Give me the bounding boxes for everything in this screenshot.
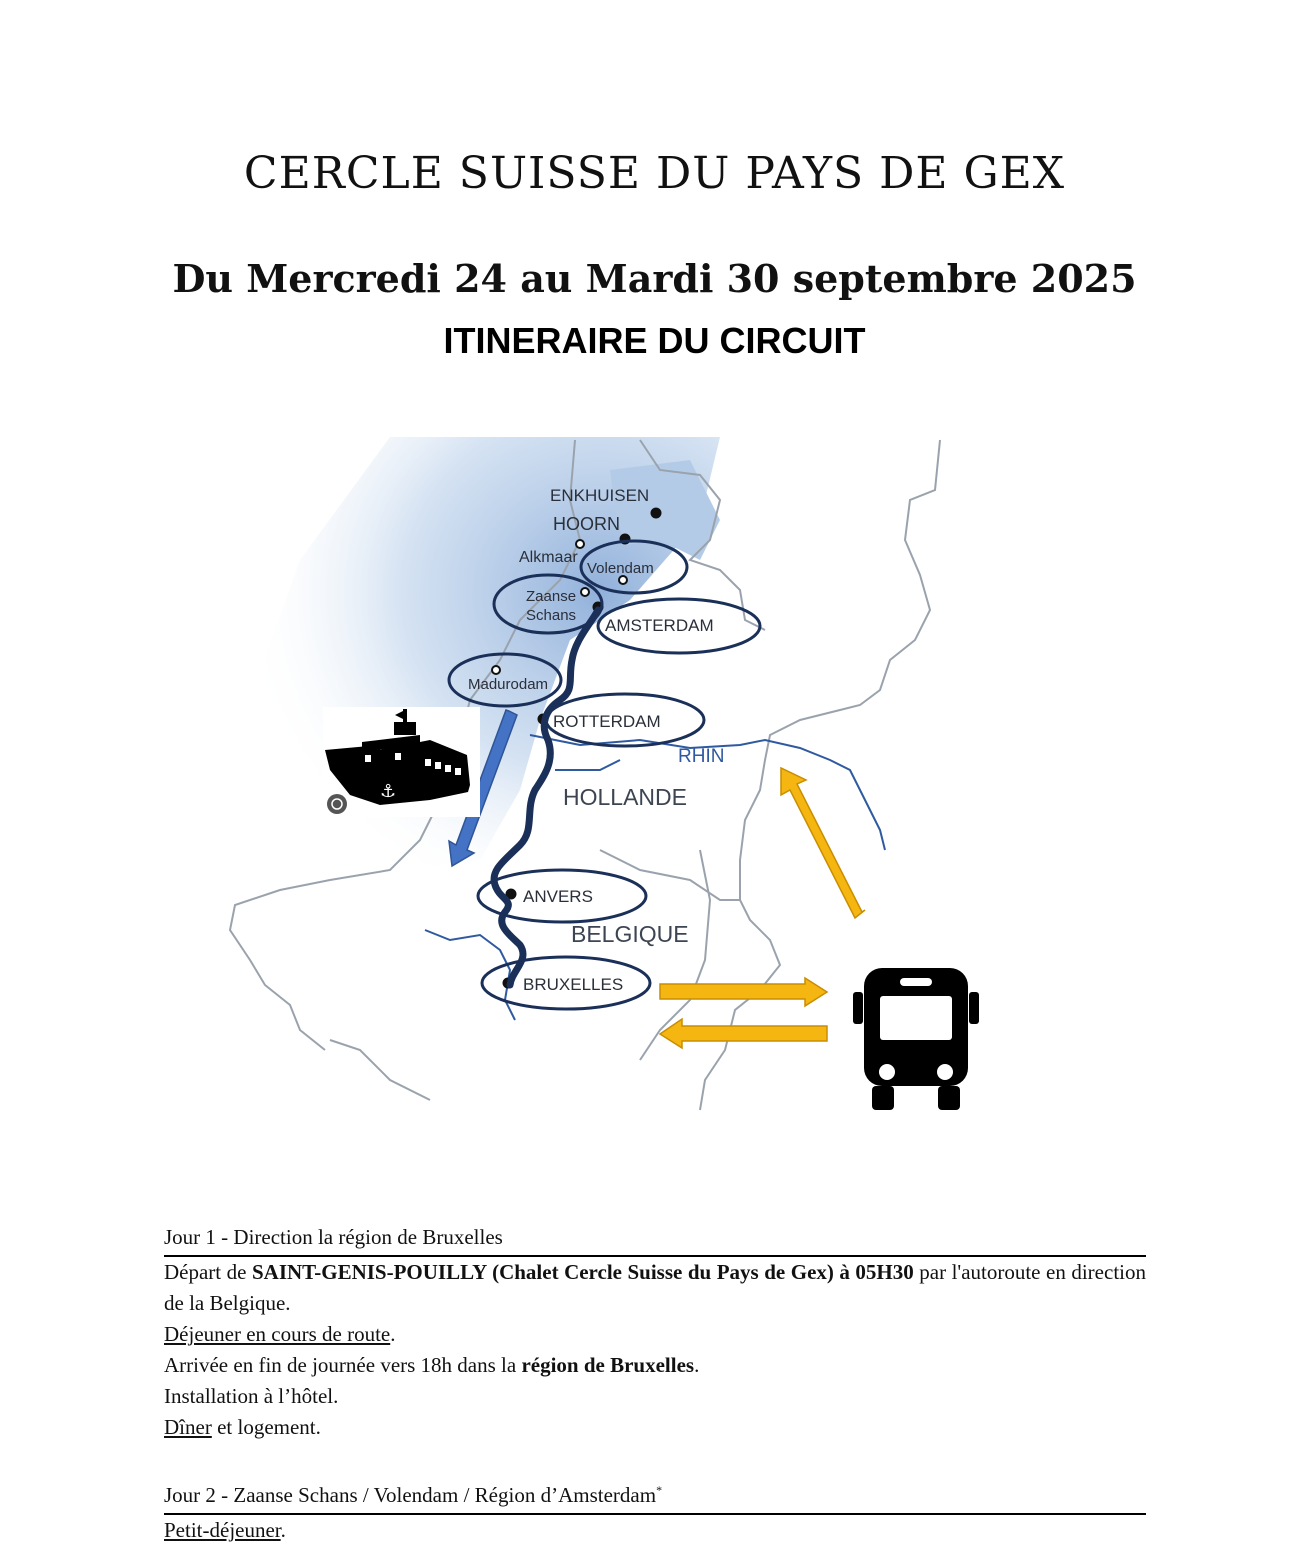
organization-title: CERCLE SUISSE DU PAYS DE GEX [243, 148, 1066, 199]
day2-heading-text: Jour 2 - Zaanse Schans / Volendam / Région d’Amsterdam [164, 1483, 657, 1507]
anchor-icon: ⚓ [380, 781, 397, 802]
bus-arrows [660, 768, 865, 1048]
label-hollande: HOLLANDE [563, 784, 687, 810]
day1-line1-a: Départ de [164, 1260, 252, 1284]
label-belgique: BELGIQUE [571, 921, 689, 947]
arrow-right [660, 978, 827, 1006]
arrow-left [660, 1019, 827, 1048]
arrow-up-right [781, 768, 865, 918]
label-zaanse: Zaanse [526, 588, 577, 605]
day2-line1 [164, 1515, 1146, 1546]
label-schans: Schans [526, 607, 577, 624]
day1-region: région de Bruxelles [521, 1353, 695, 1377]
day1-line1-c: par l'autoroute en direction de la Belgique. [164, 1260, 1146, 1315]
day2-breakfast: Petit-déjeuner [164, 1518, 281, 1542]
day1-line2 [164, 1319, 1146, 1350]
label-anvers: ANVERS [523, 887, 593, 906]
day1-line3 [164, 1350, 1146, 1381]
ship-icon [323, 707, 480, 817]
label-volendam: Volendam [587, 560, 654, 577]
bus-icon [853, 968, 979, 1110]
city-dot-alkmaar [576, 540, 584, 548]
day1-section [164, 1222, 1146, 1443]
day1-dinner: Dîner [164, 1415, 212, 1439]
city-dot-volendam [619, 576, 627, 584]
label-alkmaar: Alkmaar [519, 549, 578, 566]
label-hoorn: HOORN [553, 514, 620, 534]
city-dot-madurodam [492, 666, 500, 674]
label-madurodam: Madurodam [468, 676, 549, 693]
day1-line1 [164, 1257, 1146, 1319]
dates-title: Du Mercredi 24 au Mardi 30 septembre 2025 [172, 256, 1137, 301]
label-rhin: RHIN [678, 746, 725, 767]
day2-section [164, 1480, 1146, 1546]
label-enkhuisen: ENKHUISEN [550, 486, 650, 505]
label-rotterdam: ROTTERDAM [553, 712, 661, 731]
label-bruxelles: BRUXELLES [523, 975, 624, 994]
day2-heading [164, 1480, 1146, 1515]
day2-heading-mark: * [656, 1483, 663, 1497]
day2-line1-end: . [280, 1518, 286, 1542]
day1-heading: Jour 1 - Direction la région de Bruxelles [164, 1222, 1146, 1257]
itinerary-title: ITINERAIRE DU CIRCUIT [443, 320, 866, 361]
day1-line4: Installation à l’hôtel. [164, 1384, 339, 1408]
day1-line5 [164, 1412, 1146, 1443]
city-dot-enkhuisen [651, 508, 661, 518]
day1-line3-a: Arrivée en fin de journée vers 18h dans la [164, 1353, 522, 1377]
day1-line3-c: . [694, 1353, 700, 1377]
label-amsterdam: AMSTERDAM [605, 616, 714, 635]
day1-departure-detail: SAINT-GENIS-POUILLY (Chalet Cercle Suisse du Pays de Gex) à 05H30 [251, 1260, 914, 1284]
city-dot-zaanse [581, 588, 589, 596]
day1-line5-b: et logement. [211, 1415, 321, 1439]
day1-lunch: Déjeuner en cours de route [164, 1322, 391, 1346]
scheldt-river [425, 930, 515, 1020]
day1-line2-end: . [390, 1322, 396, 1346]
